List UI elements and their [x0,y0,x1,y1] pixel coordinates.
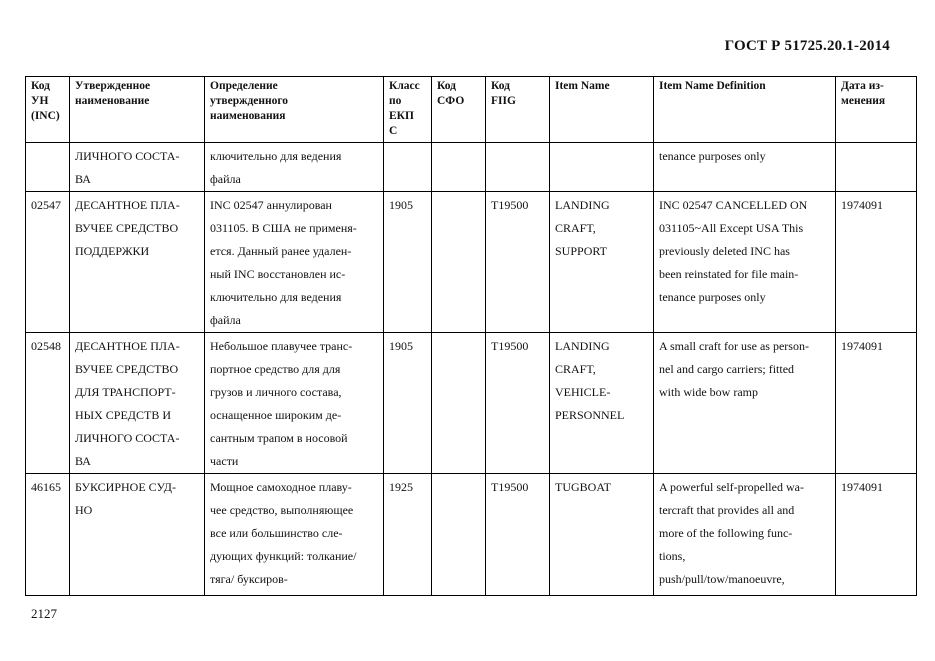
cell-item-name: LANDING CRAFT, SUPPORT [550,192,654,333]
cell-date: 1974091 [836,474,917,596]
table-row [26,333,917,474]
header-code: Код УН (INC) [26,77,70,143]
cell-code [26,143,70,192]
cell-definition: Мощное самоходное плаву- чее средство, выполняющее все или большинство сле- дующих функций: толкание/ тяга/ буксиров- [205,474,384,596]
page-number: 2127 [31,606,57,621]
cell-definition: INC 02547 аннулирован 031105. В США не применя- ется. Данный ранее удален- ный INC восстановлен ис- ключительно для ведения файла [205,192,384,333]
cell-definition: Небольшое плавучее транс- портное средство для для грузов и личного состава, оснащенное широким де- сантным трапом в носовой части [205,333,384,474]
table-row [26,474,917,596]
cell-fiig [486,143,550,192]
header-date: Дата из- менения [836,77,917,143]
cell-sfo [432,474,486,596]
cell-item-name: TUGBOAT [550,474,654,596]
cell-code: 02547 [26,192,70,333]
table-row [26,192,917,333]
cell-class: 1905 [384,333,432,474]
header-fiig: Код FIIG [486,77,550,143]
header-row [26,77,917,143]
cell-code: 46165 [26,474,70,596]
cell-item-definition: tenance purposes only [654,143,836,192]
cell-date [836,143,917,192]
cell-fiig: T19500 [486,333,550,474]
cell-item-definition: A small craft for use as person- nel and cargo carriers; fitted with wide bow ramp [654,333,836,474]
cell-fiig: T19500 [486,474,550,596]
header-item-definition: Item Name Definition [654,77,836,143]
cell-code: 02548 [26,333,70,474]
header-item-name: Item Name [550,77,654,143]
cell-date: 1974091 [836,192,917,333]
cell-name: ЛИЧНОГО СОСТА- ВА [70,143,205,192]
cell-name: ДЕСАНТНОЕ ПЛА- ВУЧЕЕ СРЕДСТВО ДЛЯ ТРАНСПОРТ- НЫХ СРЕДСТВ И ЛИЧНОГО СОСТА- ВА [70,333,205,474]
cell-sfo [432,192,486,333]
cell-item-name: LANDING CRAFT, VEHICLE- PERSONNEL [550,333,654,474]
header-class: Класс по ЕКП С [384,77,432,143]
cell-class: 1925 [384,474,432,596]
cell-sfo [432,143,486,192]
cell-definition: ключительно для ведения файла [205,143,384,192]
cell-date: 1974091 [836,333,917,474]
table-row [26,143,917,192]
header-name: Утвержденное наименование [70,77,205,143]
cell-fiig: T19500 [486,192,550,333]
cell-item-name [550,143,654,192]
header-definition: Определение утвержденного наименования [205,77,384,143]
inc-table [25,76,917,596]
cell-item-definition: A powerful self-propelled wa- tercraft that provides all and more of the following func- tions, push/pull/tow/manoeuvre, [654,474,836,596]
cell-class [384,143,432,192]
cell-class: 1905 [384,192,432,333]
header-sfo: Код СФО [432,77,486,143]
cell-item-definition: INC 02547 CANCELLED ON 031105~All Except USA This previously deleted INC has been reinstated for file main- tenance purposes only [654,192,836,333]
cell-name: БУКСИРНОЕ СУД- НО [70,474,205,596]
document-title: ГОСТ Р 51725.20.1-2014 [724,38,890,54]
cell-name: ДЕСАНТНОЕ ПЛА- ВУЧЕЕ СРЕДСТВО ПОДДЕРЖКИ [70,192,205,333]
cell-sfo [432,333,486,474]
